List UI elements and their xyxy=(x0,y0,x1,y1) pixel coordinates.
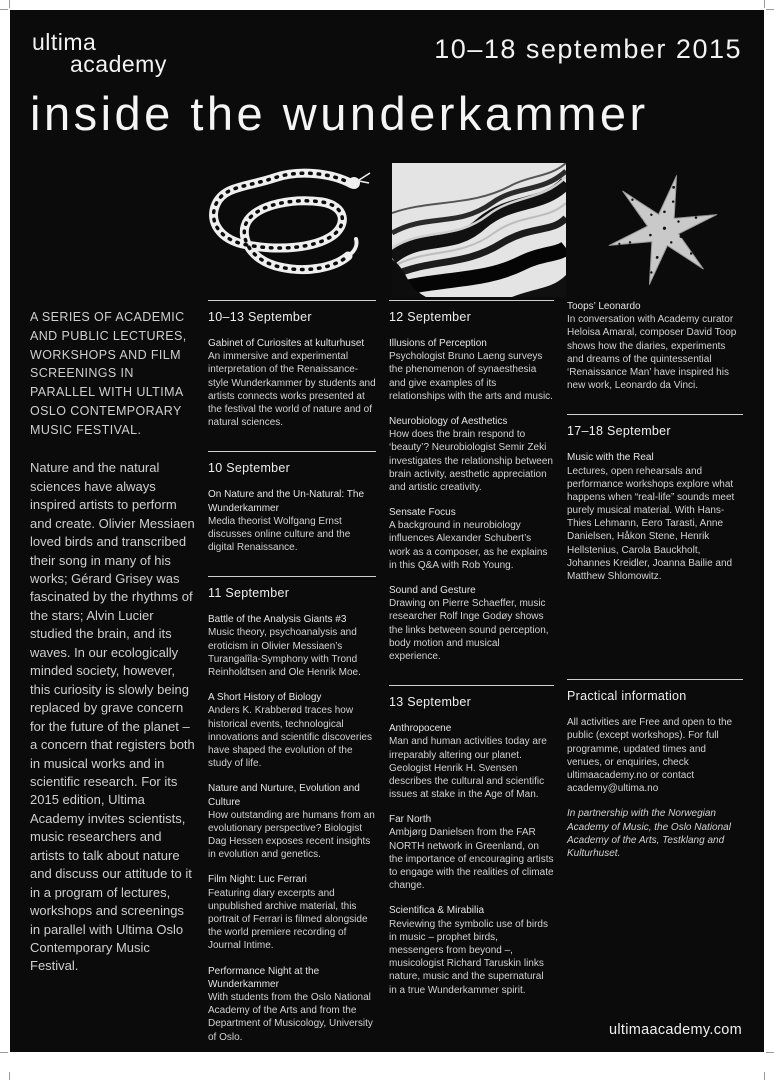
program-item-title: Toops’ Leonardo xyxy=(567,301,641,312)
program-item-body: Music theory, psychoanalysis and eroticism in Olivier Messiaen’s Turangalîla-Symphony with Trond Reinholdtsen and Ole Henrik Moe. xyxy=(208,627,361,678)
program-item xyxy=(208,613,376,679)
program-item-body: Featuring diary excerpts and unpublished archive material, this portrait of Ferrari is filmed alongside the world premiere recording of Journal Intime. xyxy=(208,887,368,952)
program-item xyxy=(389,584,554,663)
program-item-title: Anthropocene xyxy=(389,723,452,735)
program-item-body: An immersive and experimental interpretation of the Renaissance-style Wunderkammer by students and artists connects works presented at the festival the world of nature and of natural sciences. xyxy=(208,351,376,429)
website-url: ultimaacademy.com xyxy=(609,1022,742,1038)
crop-mark xyxy=(0,9,8,10)
program-section xyxy=(208,300,376,429)
ultima-academy-logo xyxy=(32,29,167,77)
program-item-body: How outstanding are humans from an evolutionary perspective? Biologist Dag Hessen exposes recent insights in evolution and genetics. xyxy=(208,809,375,861)
program-column-1 xyxy=(208,300,376,1044)
program-item-title: Sound and Gesture xyxy=(389,585,476,596)
program-item xyxy=(389,722,554,801)
program-section xyxy=(208,451,376,554)
intro-column xyxy=(30,300,195,1044)
program-item-body: Media theorist Wolfgang Ernst discusses online culture and the digital Renaissance. xyxy=(208,515,351,554)
program-section xyxy=(567,679,743,860)
program-item-body: Lectures, open rehearsals and performance workshops explore what happens when “real-life” sounds meet purely musical material. With Hans-Thies Lehmann, Eero Tarasti, Anne Danielsen, Håkon Stene, Henrik Hellstenius, Carola Bauckholt, Johannes Kreidler, Joanna Bailie and Matthew Shlomowitz. xyxy=(567,465,735,582)
section-heading: 17–18 September xyxy=(567,424,671,439)
program-item xyxy=(567,300,743,392)
section-heading: 11 September xyxy=(208,586,290,601)
program-item-title: Nature and Nurture, Evolution and Culture xyxy=(208,783,360,808)
intro-body: Nature and the natural sciences have always inspired artists to perform and create. Olivier Messiaen loved birds and transcribed their song in many of his works; Gérard Grisey was fascinated by the rhythms of the stars; Alvin Lucier studied the brain, and its waves. In our ecologically minded society, however, this curiosity is slowly being replaced by grave concern for the future of the planet – a concern that registers both in musical works and in scientific research. For its 2015 edition, Ultima Academy invites scientists, music researchers and artists to talk about nature and discuss our attitude to it in a program of lectures, workshops and screenings in parallel with Ultima Oslo Contemporary Music Festival. xyxy=(30,460,195,974)
program-section xyxy=(567,414,743,583)
intro-lead: A SERIES OF ACADEMIC AND PUBLIC LECTURES, WORKSHOPS AND FILM SCREENINGS IN PARALLEL WITH ULTIMA OSLO CONTEMPORARY MUSIC FESTIVAL. xyxy=(30,310,187,437)
program-item-title: Performance Night at the Wunderkammer xyxy=(208,965,320,990)
program-item-body: With students from the Oslo National Academy of the Arts and from the Department of Musicology, University of Oslo. xyxy=(208,991,373,1043)
poster xyxy=(10,10,764,1052)
program-item xyxy=(208,691,376,770)
program-item-body: Ambjørg Danielsen from the FAR NORTH network in Greenland, on the importance of encouraging artists to engage with the realities of climate change. xyxy=(389,827,554,892)
program-item xyxy=(208,873,376,952)
program-item xyxy=(389,904,554,996)
section-rule xyxy=(567,679,743,680)
program-item-title: Neurobiology of Aesthetics xyxy=(389,415,508,427)
program-section xyxy=(567,300,743,392)
section-heading: 10 September xyxy=(208,461,291,476)
section-rule xyxy=(208,300,376,301)
program-item xyxy=(567,451,743,583)
crop-mark xyxy=(766,9,774,10)
program-item xyxy=(389,506,554,572)
section-rule xyxy=(208,451,376,452)
poster-title: inside the wunderkammer xyxy=(30,87,649,140)
program-section xyxy=(208,576,376,1043)
section-heading: Practical information xyxy=(567,689,687,704)
program-item-body: Drawing on Pierre Schaeffer, music researcher Rolf Inge Godøy shows the links between sound perception, body motion and musical experience. xyxy=(389,598,549,662)
program-item-body: In partnership with the Norwegian Academy of Music, the Oslo National Academy of the Arts, Testklang and Kulturhuset. xyxy=(567,808,731,859)
program-item xyxy=(389,813,554,892)
program-item xyxy=(208,965,376,1044)
program-section xyxy=(389,685,554,997)
crop-mark xyxy=(766,1052,774,1053)
program-item-title: Sensate Focus xyxy=(389,507,456,519)
program-item xyxy=(208,782,376,861)
program-item xyxy=(389,337,554,403)
crop-mark xyxy=(9,1072,10,1080)
program-item-body: In conversation with Academy curator Heloisa Amaral, composer David Toop shows how the diaries, experiments and dreams of the quintessential ‘Renaissance Man’ have inspired his new work, Leonardo da Vinci. xyxy=(567,314,737,392)
crop-mark xyxy=(764,1072,765,1080)
program-item-title: Film Night: Luc Ferrari xyxy=(208,874,307,886)
program-item xyxy=(567,807,743,860)
program-item-title: A Short History of Biology xyxy=(208,692,322,704)
section-heading: 10–13 September xyxy=(208,310,312,324)
logo-line2: academy xyxy=(70,50,167,77)
program-item-body: How does the brain respond to ‘beauty’? Neurobiologist Semir Zeki investigates the relationship between brain activity, aesthetic appreciation and artistic creativity. xyxy=(389,429,553,493)
program-item xyxy=(208,488,376,554)
program-item-title: Far North xyxy=(389,814,432,826)
festival-dates: 10–18 september 2015 xyxy=(434,34,742,64)
program-column-2 xyxy=(389,300,554,1044)
section-rule xyxy=(567,414,743,415)
program-item xyxy=(567,716,743,795)
program-item-title: Illusions of Perception xyxy=(389,338,487,349)
program-item-body: All activities are Free and open to the public (except workshops). For full programme, updated times and venues, or enquiries, check ultimaacademy.no or contact academy@ultima.no xyxy=(567,717,733,795)
program-item-body: Man and human activities today are irreparably altering our planet. Geologist Henrik H. Svensen describes the cultural and scientific issues at stake in the Age of Man. xyxy=(389,736,547,801)
program-item-title: Battle of the Analysis Giants #3 xyxy=(208,614,347,626)
program-item-body: A background in neurobiology influences Alexander Schubert’s work as a composer, as he explains in this Q&A with Rob Young. xyxy=(389,520,548,571)
program-item-body: Reviewing the symbolic use of birds in music – prophet birds, messengers from beyond –, musicologist Richard Taruskin links nature, music and the supernatural in a true Wunderkammer spirit. xyxy=(389,918,548,996)
crop-mark xyxy=(9,0,10,8)
program-section xyxy=(389,300,554,663)
logo-line1: ultima xyxy=(32,29,97,55)
program-item-title: On Nature and the Un-Natural: The Wunderkammer xyxy=(208,489,365,514)
program-item-body: Anders K. Krabberød traces how historical events, technological innovations and scientific discoveries have shaped the evolution of the study of life. xyxy=(208,705,372,770)
content-columns xyxy=(30,300,744,1044)
program-item xyxy=(389,415,554,494)
section-rule xyxy=(208,576,376,577)
program-item-title: Scientifica & Mirabilia xyxy=(389,905,485,917)
crop-mark xyxy=(0,1052,8,1053)
program-item-title: Gabinet of Curiosites at kulturhuset xyxy=(208,338,365,349)
section-rule xyxy=(389,685,554,686)
program-item-title: Music with the Real xyxy=(567,452,654,464)
program-column-3 xyxy=(567,300,743,1044)
starfish-illustration xyxy=(578,166,750,298)
marbled-texture-illustration xyxy=(392,163,566,297)
section-heading: 13 September xyxy=(389,695,472,710)
program-item-body: Psychologist Bruno Laeng surveys the phenomenon of synaesthesia and give examples of its relationships with the arts and music. xyxy=(389,351,553,402)
crop-mark xyxy=(764,0,765,8)
section-heading: 12 September xyxy=(389,310,472,324)
snake-illustration xyxy=(202,166,374,298)
section-rule xyxy=(389,300,554,301)
program-item xyxy=(208,337,376,429)
